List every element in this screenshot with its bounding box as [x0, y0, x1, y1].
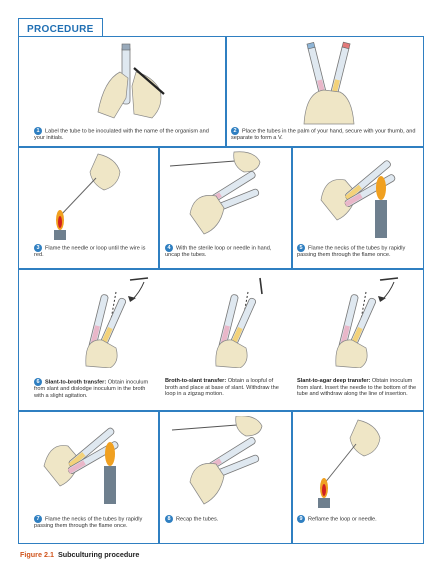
- col-divider-row2-a: [158, 146, 160, 268]
- step-6b-title: Broth-to-slant transfer:: [165, 378, 227, 384]
- step-5-text: Flame the necks of the tubes by rapidly passing them through the flame once.: [297, 245, 406, 259]
- col-divider-row2-b: [291, 146, 293, 268]
- step-2-text: Place the tubes in the palm of your hand, secure with your thumb, and separate to form a V.: [231, 128, 416, 142]
- col-divider-row4-a: [158, 410, 160, 544]
- step-5-caption: [297, 244, 421, 259]
- step-1-number: 1: [34, 127, 42, 135]
- col-divider-row1: [225, 36, 227, 146]
- step-4-caption: [165, 244, 285, 259]
- step-6c-title: Slant-to-agar deep transfer:: [297, 378, 371, 384]
- step-5-number: 5: [297, 244, 305, 252]
- step-6b-caption: [165, 378, 287, 398]
- illustration-label-tube: [90, 42, 180, 122]
- step-7-number: 7: [34, 515, 42, 523]
- step-1-text: Label the tube to be inoculated with the name of the organism and your initials.: [34, 128, 209, 142]
- step-6b-text: Obtain a loopful of broth and place at base of slant. Withdraw the loop in a zigzag motion.: [165, 378, 279, 398]
- step-9-text: Reflame the loop or needle.: [308, 516, 377, 523]
- step-6-number: 6: [34, 378, 42, 386]
- illustration-tubes-v: [290, 40, 370, 126]
- step-6a-title: Slant-to-broth transfer:: [45, 379, 107, 386]
- illustration-flame-tubes: [315, 150, 415, 242]
- illustration-broth-to-slant: [200, 276, 290, 368]
- illustration-recap-tubes: [164, 416, 284, 508]
- row-divider-3: [18, 410, 424, 412]
- step-8-text: Recap the tubes.: [176, 516, 219, 523]
- figure-title: Subculturing procedure: [57, 550, 140, 559]
- step-4-number: 4: [165, 244, 173, 252]
- step-9-caption: [297, 515, 421, 523]
- illustration-uncap-tubes: [164, 150, 284, 240]
- figure-caption: [20, 550, 139, 559]
- illustration-slant-to-broth: [70, 276, 160, 368]
- step-3-number: 3: [34, 244, 42, 252]
- figure-number: Figure 2.1: [20, 550, 54, 559]
- illustration-flame-tubes-again: [40, 416, 140, 508]
- row-divider-1: [18, 146, 424, 148]
- procedure-tab-label: PROCEDURE: [27, 24, 94, 35]
- step-2-caption: [231, 127, 416, 142]
- step-6c-caption: [297, 378, 419, 398]
- step-7-text: Flame the necks of the tubes by rapidly passing them through the flame once.: [34, 516, 143, 530]
- step-6c-text: Obtain inoculum from slant. Insert the needle to the bottom of the tube and withdraw along the line of insertion.: [297, 378, 417, 398]
- step-4-text: With the sterile loop or needle in hand, uncap the tubes.: [165, 245, 272, 259]
- step-3-text: Flame the needle or loop until the wire is red.: [34, 245, 146, 259]
- step-9-number: 9: [297, 515, 305, 523]
- step-2-number: 2: [231, 127, 239, 135]
- step-1-caption: [34, 127, 219, 142]
- step-3-caption: [34, 244, 154, 259]
- step-6a-text: Obtain inoculum from slant and dislodge inoculum in the broth with a slight agitation.: [34, 379, 149, 399]
- step-8-caption: [165, 515, 285, 523]
- illustration-reflame-loop: [300, 416, 410, 508]
- step-7-caption: [34, 515, 154, 530]
- procedure-tab: [18, 18, 103, 37]
- row-divider-2: [18, 268, 424, 270]
- step-6a-caption: [34, 378, 156, 399]
- step-8-number: 8: [165, 515, 173, 523]
- col-divider-row4-b: [291, 410, 293, 544]
- illustration-slant-to-agar-deep: [320, 276, 410, 368]
- illustration-flame-needle: [40, 150, 140, 240]
